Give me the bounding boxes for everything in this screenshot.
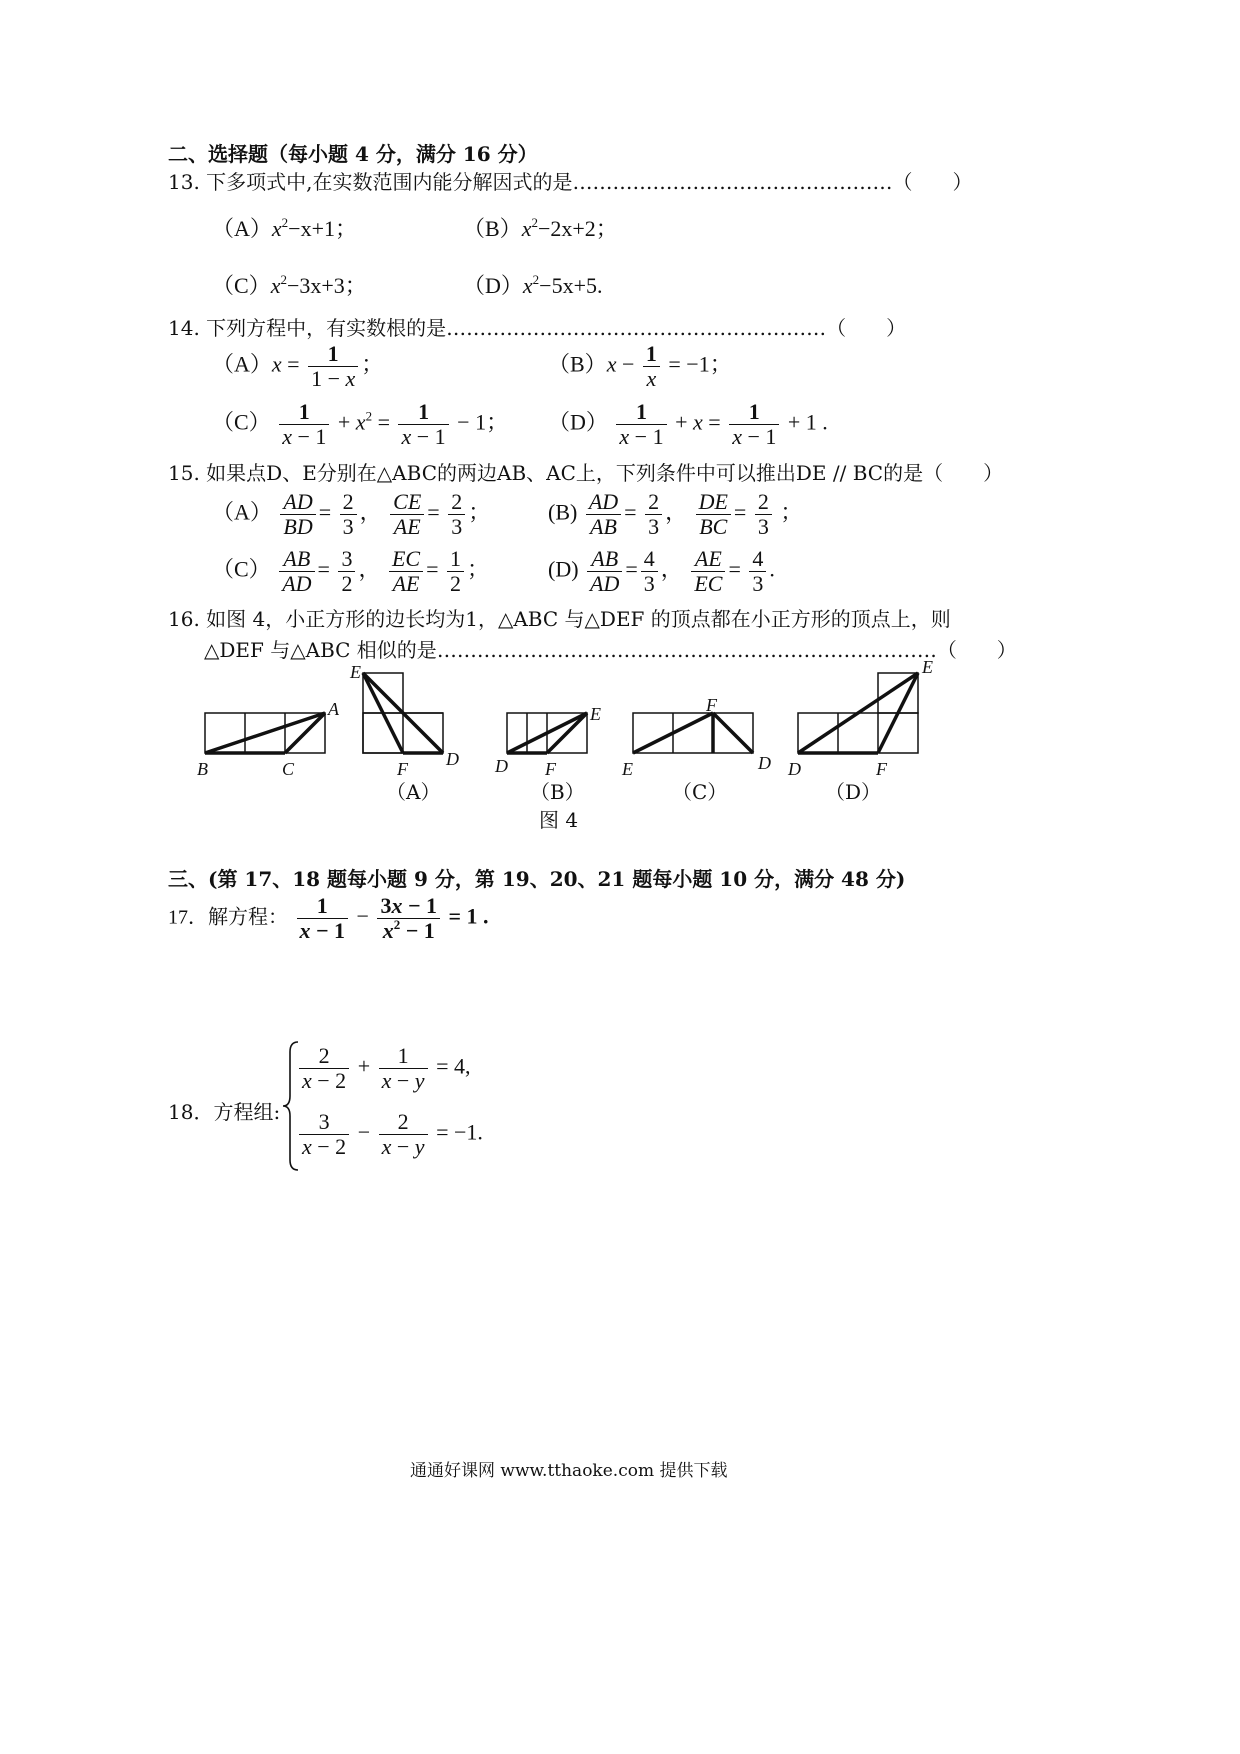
section-3-title: 三、(第 17、18 题每小题 9 分，第 19、20、21 题每小题 10 分，满分 48 分) <box>168 867 906 891</box>
q14-option-b: （B）x − $\frac{1}{x}$ = −1； <box>548 341 732 391</box>
figure-option-a <box>363 673 443 753</box>
q16-text-1: 如图 4，小正方形的边长均为1，△ABC 与△DEF 的顶点都在小正方形的顶点上，则 <box>206 607 951 631</box>
vertex-label: D <box>495 756 508 776</box>
q16-answer-paren: （ ） <box>936 638 1017 662</box>
q18-number: 18．方程组: <box>168 1100 281 1124</box>
q13-number: 13. <box>168 170 200 194</box>
q15-option-c: （C） $\frac{AB}{AD}$ = $\frac{3}{2}$ ， $\frac{EC}{AE}$ = $\frac{1}{2}$ ； <box>212 546 490 596</box>
q13-option-b: $(B)x^2-2x+2$； <box>463 215 618 241</box>
q14-dots: ………………………………………………… <box>446 316 827 340</box>
vertex-label: F <box>876 759 887 779</box>
q18-equation-2: $\frac{3}{x - 2}$ − $\frac{2}{x - y}$ = −1. <box>296 1110 483 1159</box>
figure-abc <box>205 713 325 753</box>
figure-caption: 图 4 <box>539 808 579 832</box>
vertex-label: F <box>706 695 717 715</box>
q15-number: 15. <box>168 461 200 485</box>
q14-option-a: （A）x = $\frac{1}{1 - x}$ ； <box>212 341 384 391</box>
q14-answer-paren: （ ） <box>826 316 907 340</box>
vertex-label: D <box>446 749 459 769</box>
footer-source: 通通好课网 www.tthaoke.com 提供下载 <box>410 1461 728 1481</box>
q13-stem-line <box>168 166 973 195</box>
q18-equation-1: $\frac{2}{x - 2}$ + $\frac{1}{x - y}$ = 4, <box>296 1044 470 1093</box>
q13-option-c: $(C)x^2-3x+3$； <box>212 272 367 298</box>
vertex-label: B <box>197 759 208 779</box>
figure-option-b <box>507 713 587 753</box>
q14-stem: 下列方程中，有实数根的是 <box>206 316 447 340</box>
q14-number: 14. <box>168 316 200 340</box>
q16-line-2 <box>204 634 1017 663</box>
q13-option-a: $(A)x^2-x+1$； <box>212 215 357 241</box>
vertex-label: A <box>328 699 339 719</box>
q13-stem: 下多项式中,在实数范围内能分解因式的是 <box>206 170 573 194</box>
vertex-label: E <box>622 759 633 779</box>
q15-answer-paren: （ ） <box>923 461 1004 485</box>
q18-eq2-rhs: = −1. <box>436 1119 483 1145</box>
q16-number: 16. <box>168 607 200 631</box>
q16-text-2: △DEF 与△ABC 相似的是 <box>204 638 437 662</box>
figure-label-c: （C） <box>672 780 728 804</box>
q15-option-a: （A） $\frac{AD}{BD}$ = $\frac{2}{3}$ ， $\frac{CE}{AE}$ = $\frac{2}{3}$ ； <box>212 489 491 539</box>
vertex-label: D <box>788 759 801 779</box>
section-2-title: 二、选择题（每小题 4 分，满分 16 分） <box>168 142 538 166</box>
figure-label-b: （B） <box>530 780 585 804</box>
vertex-label: D <box>758 753 771 773</box>
q17-number: 17．解方程： <box>168 906 288 929</box>
q17-rhs: = 1 . <box>448 903 489 929</box>
figure-option-c <box>633 713 753 753</box>
vertex-label: F <box>397 759 408 779</box>
vertex-label: E <box>922 660 933 677</box>
vertex-label: E <box>590 704 601 724</box>
q14-option-c: （C） $\frac{1}{x - 1}$ + $x^2$ = $\frac{1}{x - 1}$ − 1； <box>212 399 509 449</box>
q18-eq1-rhs: = 4, <box>436 1053 471 1079</box>
q13-answer-paren: （ ） <box>892 170 973 194</box>
q15-stem-line <box>168 457 1003 486</box>
q15-option-b: (B) $\frac{AD}{AB}$ = $\frac{2}{3}$ ， $\frac{DE}{BC}$ = $\frac{2}{3}$ ； <box>548 489 803 539</box>
vertex-label: C <box>282 759 295 779</box>
q15-option-d: (D) $\frac{AB}{AD}$ = $\frac{4}{3}$ ， $\frac{AE}{EC}$ = $\frac{4}{3}$ . <box>548 546 775 596</box>
vertex-label: F <box>545 759 556 779</box>
q17-equation: 17．解方程： $\frac{1}{x - 1}$ − $\frac{3x - 1}{x^2 - 1}$ = 1 . <box>168 893 489 943</box>
q15-stem: 如果点D、E分别在△ABC的两边AB、AC上，下列条件中可以推出DE // BC的是 <box>206 461 924 485</box>
q16-dots: ………………………………………………………………… <box>436 638 937 662</box>
figure-label-d: （D） <box>825 780 882 804</box>
q13-dots: ………………………………………… <box>572 170 893 194</box>
q13-option-d: $(D)x^2-5x+5$. <box>463 272 603 298</box>
figure-option-d <box>798 673 918 753</box>
q14-stem-line <box>168 312 906 341</box>
figure-label-a: （A） <box>386 780 441 804</box>
q16-line-1 <box>168 603 951 632</box>
vertex-label: E <box>350 662 361 682</box>
q14-option-d: （D） $\frac{1}{x - 1}$ + x = $\frac{1}{x - 1}$ + 1 . <box>548 399 828 449</box>
